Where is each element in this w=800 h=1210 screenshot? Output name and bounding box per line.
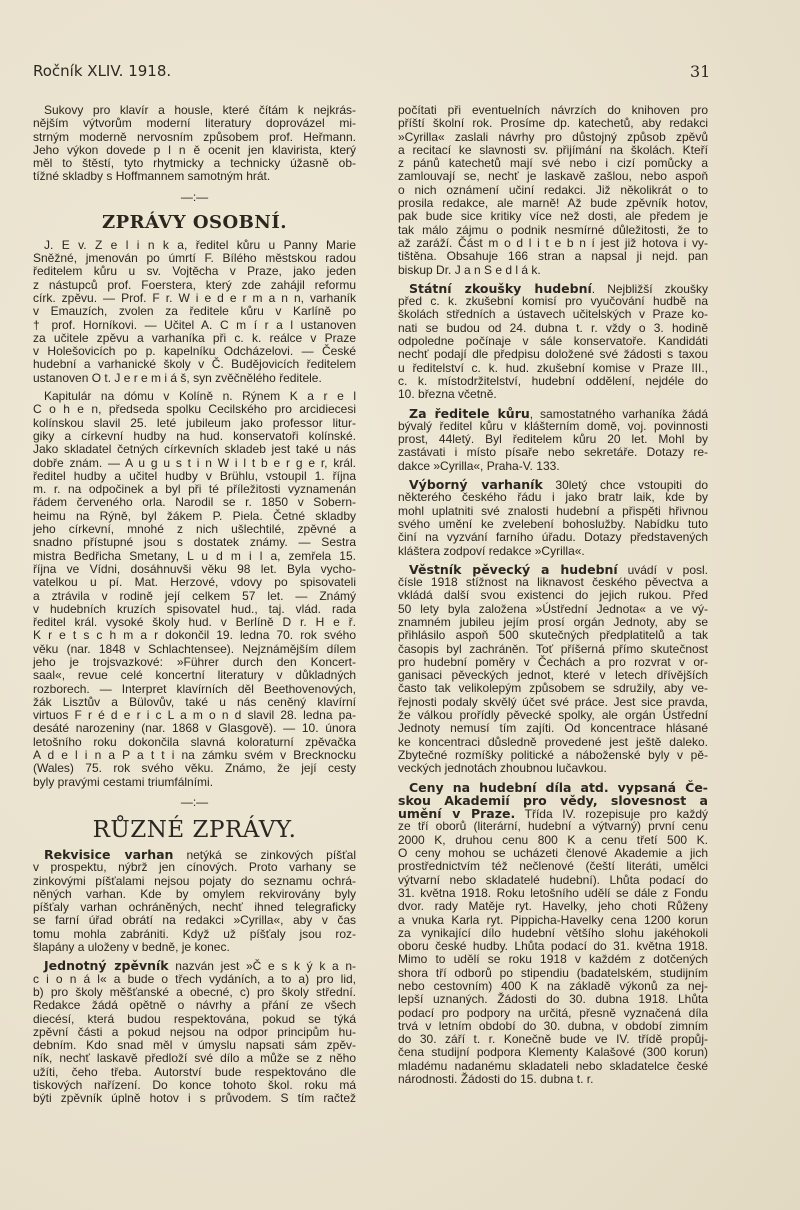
line-text: zpěvní části a pokud nejsou na odpor principům hu- [33, 1024, 356, 1039]
text-line [398, 407, 708, 420]
text-line [398, 144, 708, 157]
line-text: tak málo zájmu o podnik nesmírné důležitosti, že to [398, 222, 708, 237]
line-text: prosila redakce, ale marně! Až bude zpěvník hotov, [398, 196, 708, 211]
line-text: shora tří odborů po stipendiu (badatelském, studijním [398, 965, 708, 980]
text-line [33, 762, 356, 775]
line-text: až zaráží. Část m o d l i t e b n í jest již hotova i vy- [398, 235, 708, 250]
text-line [33, 279, 356, 292]
right-column [398, 104, 708, 1091]
line-text: jeho církevní, mnohé z nich ušlechtilé, zpěvné a [33, 522, 356, 537]
text-line [398, 603, 708, 616]
text-line [398, 1020, 708, 1033]
text-line [33, 928, 356, 941]
line-text: tomu mohla zabrániti. Když už píšťaly jsou roz- [33, 926, 356, 941]
line-text: měl to štěstí, tyto rhytmicky a technicky úžasně ob- [33, 156, 356, 171]
line-text: mistra Bedřicha Smetany, L u d m i l a, zemřela 15. [33, 548, 356, 563]
line-text: činí na vyzvání farního úřadu. Dotazy představených [398, 530, 708, 545]
line-text: kláštera zodpoví redakce »Cyrilla«. [398, 543, 585, 558]
text-line [33, 390, 356, 403]
text-line [33, 117, 356, 130]
text-line [33, 973, 356, 986]
text-line [398, 446, 708, 459]
article-paragraph [33, 390, 356, 789]
text-line [33, 999, 356, 1012]
text-line [398, 781, 708, 794]
text-line [33, 941, 356, 954]
line-text: přihlásilo aspoň 500 skutečných předplatitelů a tak [398, 628, 708, 643]
line-text: v Holešovicích po p. kapelníku Odcházelovi. — České [33, 344, 356, 359]
line-text: O ceny mohou se ucházeti členové Akademie a jich [398, 846, 708, 861]
line-text: do 30. září t. r. Konečně bude ve IV. třídě propůj- [398, 1032, 708, 1047]
text-line [398, 1073, 708, 1086]
line-text: věku (nar. 1848 v Schlachtensee). Nejznámějším dílem [33, 641, 356, 656]
line-text: Mimo to udělí se roku 1918 v každém z dotčených [398, 952, 708, 967]
line-text: K r e t s c h m a r dokončil 19. ledna 70. rok svého [33, 628, 356, 643]
text-line [398, 563, 708, 576]
line-text: zinkovými píšťalami nejsou pojaty do seznamu ochrá- [33, 873, 356, 888]
text-line [33, 736, 356, 749]
line-text: hudební a varhanické školy v Č. Budějovicích ředitelem [33, 357, 356, 372]
line-text: za učitele zpěvu a varhaníka při c. k. reálce v Praze [33, 330, 356, 345]
line-text: počítati při eventuelních návrzích do knihoven pro [398, 103, 708, 117]
text-line [398, 237, 708, 250]
line-text: a vnuka Karla ryt. Pippicha-Havelky cena 1200 korun [398, 912, 708, 927]
text-line [33, 319, 356, 332]
text-line [33, 457, 356, 470]
line-text: podací pro podpory na určitá, přesně vyznačená díla [398, 1005, 708, 1020]
text-line [33, 131, 356, 144]
line-text: jeho je trojsvazkové: »Führer durch den Koncert- [33, 654, 356, 669]
line-text: letošního roku dokončila slavná koloraturní zpěvačka [33, 734, 356, 749]
text-line [398, 478, 708, 491]
text-line [33, 901, 356, 914]
line-text: nati se budou od 24. dubna t. r. vždy o 3. hodině [398, 320, 708, 335]
line-text: často tak velikolepým způsobem se sdružily, aby ve- [398, 681, 708, 696]
article-paragraph [398, 104, 708, 277]
text-line [33, 523, 356, 536]
article-paragraph [398, 407, 708, 473]
article-paragraph [398, 563, 708, 776]
line-text: dobře znám. — A u g u s t i n W i l t b e r g e r, král. [33, 455, 356, 470]
text-line [398, 927, 708, 940]
text-line [398, 682, 708, 695]
text-line [398, 1046, 708, 1059]
line-text: řádem červeného orla. Narodil se r. 1850 v Sobern- [33, 495, 356, 510]
line-text: Redakce žádá opětně o návrhy a přání ze všech [33, 998, 356, 1013]
line-text: C o h e n, předseda spolku Cecilského pro arcidiecesi [33, 402, 356, 417]
article-lead: Za ředitele kůru [409, 405, 530, 421]
text-line [33, 403, 356, 416]
text-line [398, 157, 708, 170]
text-line [398, 749, 708, 762]
line-text: odpoledne počínaje v sále konservatoře. Kandidáti [398, 334, 708, 349]
line-text: ředitel hudby a učitel hudby v Brühlu, vstoupil 1. října [33, 468, 356, 483]
line-text: . Nejbližší zkoušky [591, 281, 708, 296]
text-line [398, 616, 708, 629]
text-line [33, 722, 356, 735]
line-text: saal«, revue celé koncertní literatury v důkladných [33, 668, 356, 683]
text-line [398, 104, 708, 117]
text-line [33, 417, 356, 430]
text-line [398, 117, 708, 130]
line-text: netýká se zinkových píšťal [173, 847, 356, 862]
line-text: virtuos F r é d e r i c L a m o n d slavil 28. ledna pa- [33, 708, 356, 723]
line-text: rozborech. — Interpret klavírních děl Beethovenových, [33, 681, 356, 696]
line-text: Jako skladatel četných církevních skladeb jest také u nás [33, 442, 356, 457]
line-text: ředitelem kůru u sv. Vojtěcha v Praze, jako jeden [33, 264, 356, 279]
line-text: tížné skladby s Hoffmannem samotným hrát. [33, 169, 271, 184]
line-text: veckých jednotách zhoubnou lučavkou. [398, 761, 607, 776]
article-paragraph [398, 478, 708, 558]
section-separator: —:— [180, 794, 209, 809]
text-line [398, 375, 708, 388]
line-text: v Emauzích, zvolen za ředitele kůru v Karlíně po [33, 304, 356, 319]
line-text: círk. zpěvu. — Prof. F r. W i e d e r m a n n, varhaník [33, 290, 356, 305]
line-text: v hudebních kruzích spisovatel hud., taj. vlád. rada [33, 601, 356, 616]
text-line [398, 722, 708, 735]
line-text: biskup Dr. J a n S e d l á k. [398, 262, 541, 277]
line-text: c. k. místodržitelství, hudební oddělení, nejdéle do [398, 373, 708, 388]
line-text: ustanoven O t. J e r e m i á š, syn zvěčnělého ředitele. [33, 370, 322, 385]
text-line [33, 848, 356, 861]
text-line [33, 104, 356, 117]
line-text: z nástupců prof. Foerstera, který zde zahájil reformu [33, 277, 356, 292]
line-text: diecésí, která budou respektována, pokud se týká [33, 1011, 356, 1026]
text-line [398, 709, 708, 722]
line-text: c i o n á l« a bude o třech vydáních, a to a) pro lid, [33, 971, 356, 986]
text-line [33, 986, 356, 999]
text-line [398, 847, 708, 860]
line-text: desáté narozeniny (nar. 1868 v Glasgově). — 10. února [33, 721, 356, 736]
line-text: řejnosti podaly skvělý účet své práce. Jest sice pravda, [398, 694, 708, 709]
article-lead: Rekvisice varhan [44, 846, 174, 862]
text-line [33, 265, 356, 278]
text-line [398, 335, 708, 348]
line-text: ke koncentraci důsledně provedené jest ještě daleko. [398, 734, 708, 749]
line-text: výtvarní nebo skladatelé hudební). Lhůta podací do [398, 872, 708, 887]
text-line [33, 875, 356, 888]
article-paragraph [33, 959, 356, 1105]
line-text: ze tří oborů (literární, hudební a výtvarný) první cenu [398, 819, 708, 834]
line-text: 30letý chce vstoupiti do [542, 478, 709, 493]
text-line [33, 1092, 356, 1105]
text-line [33, 536, 356, 549]
line-text: před c. k. zkušební komisí pro vyučování hudbě na [398, 294, 708, 309]
line-text: kolínskou slavil 25. leté jubileum jako professor litur- [33, 415, 356, 430]
line-text: † prof. Horníkovi. — Učitel A. C m í r a l ustanoven [33, 317, 356, 332]
text-line [33, 861, 356, 874]
text-line [398, 322, 708, 335]
line-text: tištěna. Obsahuje 166 stran a napsal ji nejd. pan [398, 249, 708, 264]
line-text: se farní úřad obrátí na redakci »Cyrilla«, aby v čas [33, 913, 356, 928]
text-line [33, 1052, 356, 1065]
text-line [398, 874, 708, 887]
text-line [398, 1007, 708, 1020]
line-text: Jeho výkon dovede p l n ě ocenit jen klavirista, který [33, 142, 356, 157]
text-line [398, 518, 708, 531]
line-text: Sněžné, jmenován po úmrtí F. Bílého městskou radou [33, 251, 356, 266]
text-line [33, 603, 356, 616]
line-text: býti zpěvník úplně hotov i s průvodem. S tím račtež [33, 1091, 356, 1106]
text-line [398, 184, 708, 197]
section-separator: —:— [180, 189, 209, 204]
line-text: tiskových nařízení. Do konce tohoto škol. roku má [33, 1078, 356, 1092]
text-line [398, 348, 708, 361]
text-line [33, 157, 356, 170]
text-line [33, 576, 356, 589]
line-text: Kapitulár na dómu v Kolíně n. Rýnem K a r e l [44, 389, 356, 404]
line-text: strným moderně nervosním způsobem prof. Heřmann. [33, 129, 356, 144]
section-heading: ZPRÁVY OSOBNÍ. [101, 211, 288, 233]
text-line [33, 1079, 356, 1092]
line-text: o nich oznámení učiní redakci. Již několikrát o to [398, 182, 708, 197]
line-text: nějším výtvorům moderní literatury doprovázel mi- [33, 116, 356, 131]
line-text: Třída IV. rozepisuje pro každý [515, 807, 709, 822]
text-line [398, 576, 708, 589]
text-line [33, 776, 356, 789]
line-text: mohl uplatniti své znalosti hudební a přispěti hřivnou [398, 503, 708, 518]
article-lead: skou Akademií pro vědy, slovesnost a [398, 792, 708, 808]
line-text: čena studijní podpora Klementy Kalašové (300 korun) [398, 1045, 708, 1060]
text-line [398, 834, 708, 847]
text-line [33, 144, 356, 157]
line-text: pak bude sice kritiky více než dosti, ale předem je [398, 209, 708, 224]
text-line [33, 443, 356, 456]
text-line [33, 1013, 356, 1026]
line-text: 2000 K, druhou cenu 800 K a cenu třetí 500 K. [398, 832, 708, 847]
line-text: »Cyrilla« zaslali návrhy pro důstojný způsob zpěvů [398, 129, 708, 144]
text-line [33, 170, 356, 183]
page-number: 31 [690, 62, 711, 81]
left-column [33, 104, 356, 1111]
running-header: Ročník XLIV. 1918. [33, 62, 172, 80]
text-line [398, 643, 708, 656]
line-text: , samostatného varhaníka žádá [529, 406, 708, 421]
line-text: ník, nechť laskavě předloží své dílo a může se z něho [33, 1051, 356, 1066]
line-text: časopis byl zachráněn. Toť příšerná přímo skutečnost [398, 641, 708, 656]
text-line [33, 643, 356, 656]
line-text: byly pravými cestami triumfálními. [33, 774, 214, 789]
text-line [398, 250, 708, 263]
line-text: Zbytečné rozmíšky politické a náboženské byly v pě- [398, 747, 708, 762]
text-line [398, 282, 708, 295]
line-text: lepší uznaných. Žádosti do 30. dubna 1918. Lhůta [398, 992, 708, 1007]
text-line [33, 914, 356, 927]
line-text: některého českého řádu i jako bratr laik, kde by [398, 490, 708, 505]
text-line [33, 372, 356, 385]
line-text: giky a církevní hudby na hud. konservatoři kolínské. [33, 428, 356, 443]
text-line [33, 616, 356, 629]
text-line [33, 888, 356, 901]
line-text: že válkou prořídly pěvecké spolky, ale orgán Ústřední [398, 708, 708, 723]
text-line [398, 531, 708, 544]
text-line [398, 264, 708, 277]
text-line [398, 131, 708, 144]
text-line [33, 656, 356, 669]
text-line [398, 295, 708, 308]
text-line [398, 362, 708, 375]
line-text: 31. května 1918. Roku letošního udělí se dále z Fondu [398, 885, 708, 900]
text-line [33, 292, 356, 305]
text-line [33, 669, 356, 682]
text-line [398, 940, 708, 953]
line-text: nazván jest »Č e s k ý k a n- [168, 959, 356, 974]
text-line [33, 430, 356, 443]
article-lead: Věstník pěvecký a hudební [409, 561, 618, 577]
line-text: vatelkou u pí. Mat. Herzové, vdovy po spisovateli [33, 575, 356, 590]
line-text: zastávati i místo písaře nebo sekretáře. Dotazy re- [398, 445, 708, 460]
text-line [398, 197, 708, 210]
line-text: nebo cestovním) 400 K na základě výkonů za nej- [398, 979, 708, 993]
text-line [33, 305, 356, 318]
line-text: za vynikající dílo hudební většího slohu jakéhokoli [398, 925, 708, 940]
text-line [398, 794, 708, 807]
line-text: čísle 1918 stížnost na liknavost českého pěvectva a [398, 575, 708, 590]
text-line [33, 1026, 356, 1039]
line-text: šlapány a uloženy v bedně, je konec. [33, 940, 230, 955]
line-text: Jednoty nemusí tím zajíti. Od koncentrace hlásané [398, 721, 708, 736]
text-line [398, 993, 708, 1006]
text-line [398, 656, 708, 669]
text-line [398, 820, 708, 833]
text-line [33, 590, 356, 603]
text-line [33, 749, 356, 762]
article-lead: umění v Praze. [398, 806, 516, 822]
article-lead: Jednotný zpěvník [44, 958, 169, 974]
text-line [398, 860, 708, 873]
text-line [398, 170, 708, 183]
text-line [398, 308, 708, 321]
text-line [33, 470, 356, 483]
text-line [398, 224, 708, 237]
line-text: vkládá další svou existenci do jejich rukou. Před [398, 588, 708, 603]
line-text: mladému nadanému skladateli nebo skladatelce české [398, 1058, 708, 1073]
article-lead: Státní zkoušky hudební [409, 280, 592, 296]
line-text: něných varhan. Kde by omylem rekvirovány byly [33, 886, 356, 901]
text-line [33, 563, 356, 576]
line-text: snadno přístupné jsou s dostatek známy. — Sestra [33, 535, 356, 550]
line-text: 50 lety byla založena »Ústřední Jednota« a ve vý- [398, 601, 708, 616]
line-text: ganisaci pěveckých jednot, které v letech dřívějších [398, 668, 708, 683]
line-text: z pánů katechetů mají své nebo i cizí pomůcky a [398, 156, 708, 171]
text-line [398, 589, 708, 602]
line-text: b) pro školy měšťanské a obecné, c) pro školy střední. [33, 984, 356, 999]
article-lead: Výborný varhaník [409, 477, 543, 493]
line-text: píšťaly varhan ochráněných, nechť ihned telegraficky [33, 900, 356, 915]
line-text: m. r. na odpočinek a byl při té příležitosti vyznamenán [33, 482, 356, 497]
line-text: J. E v. Z e l i n k a, ředitel kůru u Panny Marie [44, 237, 356, 252]
text-line [398, 388, 708, 401]
text-line [398, 762, 708, 775]
text-line [398, 807, 708, 820]
text-line [398, 914, 708, 927]
text-line [33, 959, 356, 972]
line-text: prostřednictvím též nečlenové (čeští literáti, umělci [398, 859, 708, 874]
line-text: ředitel král. vysoké školy hud. v Berlíně D r. H e ř. [33, 615, 356, 630]
text-line [398, 210, 708, 223]
text-line [398, 433, 708, 446]
line-text: školách středních a ústavech učitelských v Praze ko- [398, 307, 708, 322]
text-line [398, 1033, 708, 1046]
line-text: trvá v letním období do 30. dubna, v období zimním [398, 1018, 708, 1033]
line-text: bývalý ředitel kůru v klášterním domě, voj. povinnosti [398, 418, 708, 433]
line-text: u ředitelství c. k. hud. zkušební komise v Praze III., [398, 360, 708, 375]
text-line [33, 629, 356, 642]
text-line [398, 420, 708, 433]
text-line [398, 736, 708, 749]
text-line [33, 1066, 356, 1079]
text-line [398, 491, 708, 504]
text-line [33, 510, 356, 523]
line-text: a ztrávila v rodině její celkem 57 let. — Známý [33, 588, 356, 603]
line-text: oboru české hudby. Lhůta podací do 31. května 1918. [398, 939, 708, 954]
article-lead: Ceny na hudební díla atd. vypsaná Če- [409, 779, 708, 795]
text-line [33, 358, 356, 371]
line-text: svého umění ke zvelebení bohoslužby. Nabídku tuto [398, 516, 708, 531]
article-paragraph [33, 104, 356, 184]
line-text: příští školní rok. Prosíme dp. katechetů, aby redakci [398, 116, 708, 131]
line-text: znamném jubileu jejím prosí orgán Jednoty, aby se [398, 614, 708, 629]
text-line [398, 545, 708, 558]
line-text: žák Lisztův a Bülovův, také u nás ceněný klavírní [33, 694, 356, 709]
text-line [398, 967, 708, 980]
text-line [33, 483, 356, 496]
article-paragraph [33, 848, 356, 954]
text-line [33, 683, 356, 696]
text-line [33, 1039, 356, 1052]
article-paragraph [33, 239, 356, 385]
article-paragraph [398, 781, 708, 1087]
text-line [33, 239, 356, 252]
line-text: října ve Vídni, dosáhnuvši věku 98 let. Byla vycho- [33, 561, 356, 576]
text-line [398, 669, 708, 682]
line-text: a recitací ke slavnosti sv. přijímání na školách. Kteří [398, 142, 708, 157]
text-line [398, 887, 708, 900]
line-text: uvádí v posl. [617, 562, 708, 577]
line-text: prost, 44letý. Byl ředitelem kůru 20 let. Mohl by [398, 432, 708, 447]
line-text: debním. Kdo snad měl v úmyslu napsati sám zpěv- [33, 1038, 356, 1053]
line-text: 10. března včetně. [398, 387, 497, 402]
line-text: Sukovy pro klavír a housle, které čítám k nejkrás- [44, 103, 356, 117]
section-heading: RŮZNÉ ZPRÁVY. [92, 816, 297, 843]
text-line [398, 900, 708, 913]
line-text: užíti, čeho třeba. Autorství bude respektováno dle [33, 1064, 356, 1079]
text-line [398, 629, 708, 642]
line-text: dvor. rady Matěje ryt. Havelky, jeho choti Růženy [398, 899, 708, 914]
text-line [398, 460, 708, 473]
line-text: A d e l i n a P a t t i na zámku svém v Brecknocku [33, 748, 356, 763]
text-line [33, 550, 356, 563]
text-line [33, 709, 356, 722]
text-line [33, 252, 356, 265]
line-text: heimu na Rýně, byl žákem P. Piela. Četné skladby [33, 508, 356, 523]
text-line [33, 496, 356, 509]
line-text: zamlouvají se, nechť je laskavě zašlou, nebo aspoň [398, 169, 708, 184]
line-text: dakce »Cyrilla«, Praha-V. 133. [398, 458, 560, 473]
line-text: národnosti. Žádosti do 15. dubna t. r. [398, 1072, 594, 1087]
text-line [398, 505, 708, 518]
text-line [33, 696, 356, 709]
article-paragraph [398, 282, 708, 402]
text-line [398, 953, 708, 966]
line-text: v prospektu, nýbrž jen cínových. Proto varhany se [33, 860, 356, 875]
line-text: pro hudební poměry v Čechách a pro rozvrat v or- [398, 654, 708, 669]
line-text: (Wales) 75. rok svého věku. Známo, že její cesty [33, 761, 356, 776]
line-text: nechť podají dle předpisu doložené své žádosti s taxou [398, 347, 708, 362]
